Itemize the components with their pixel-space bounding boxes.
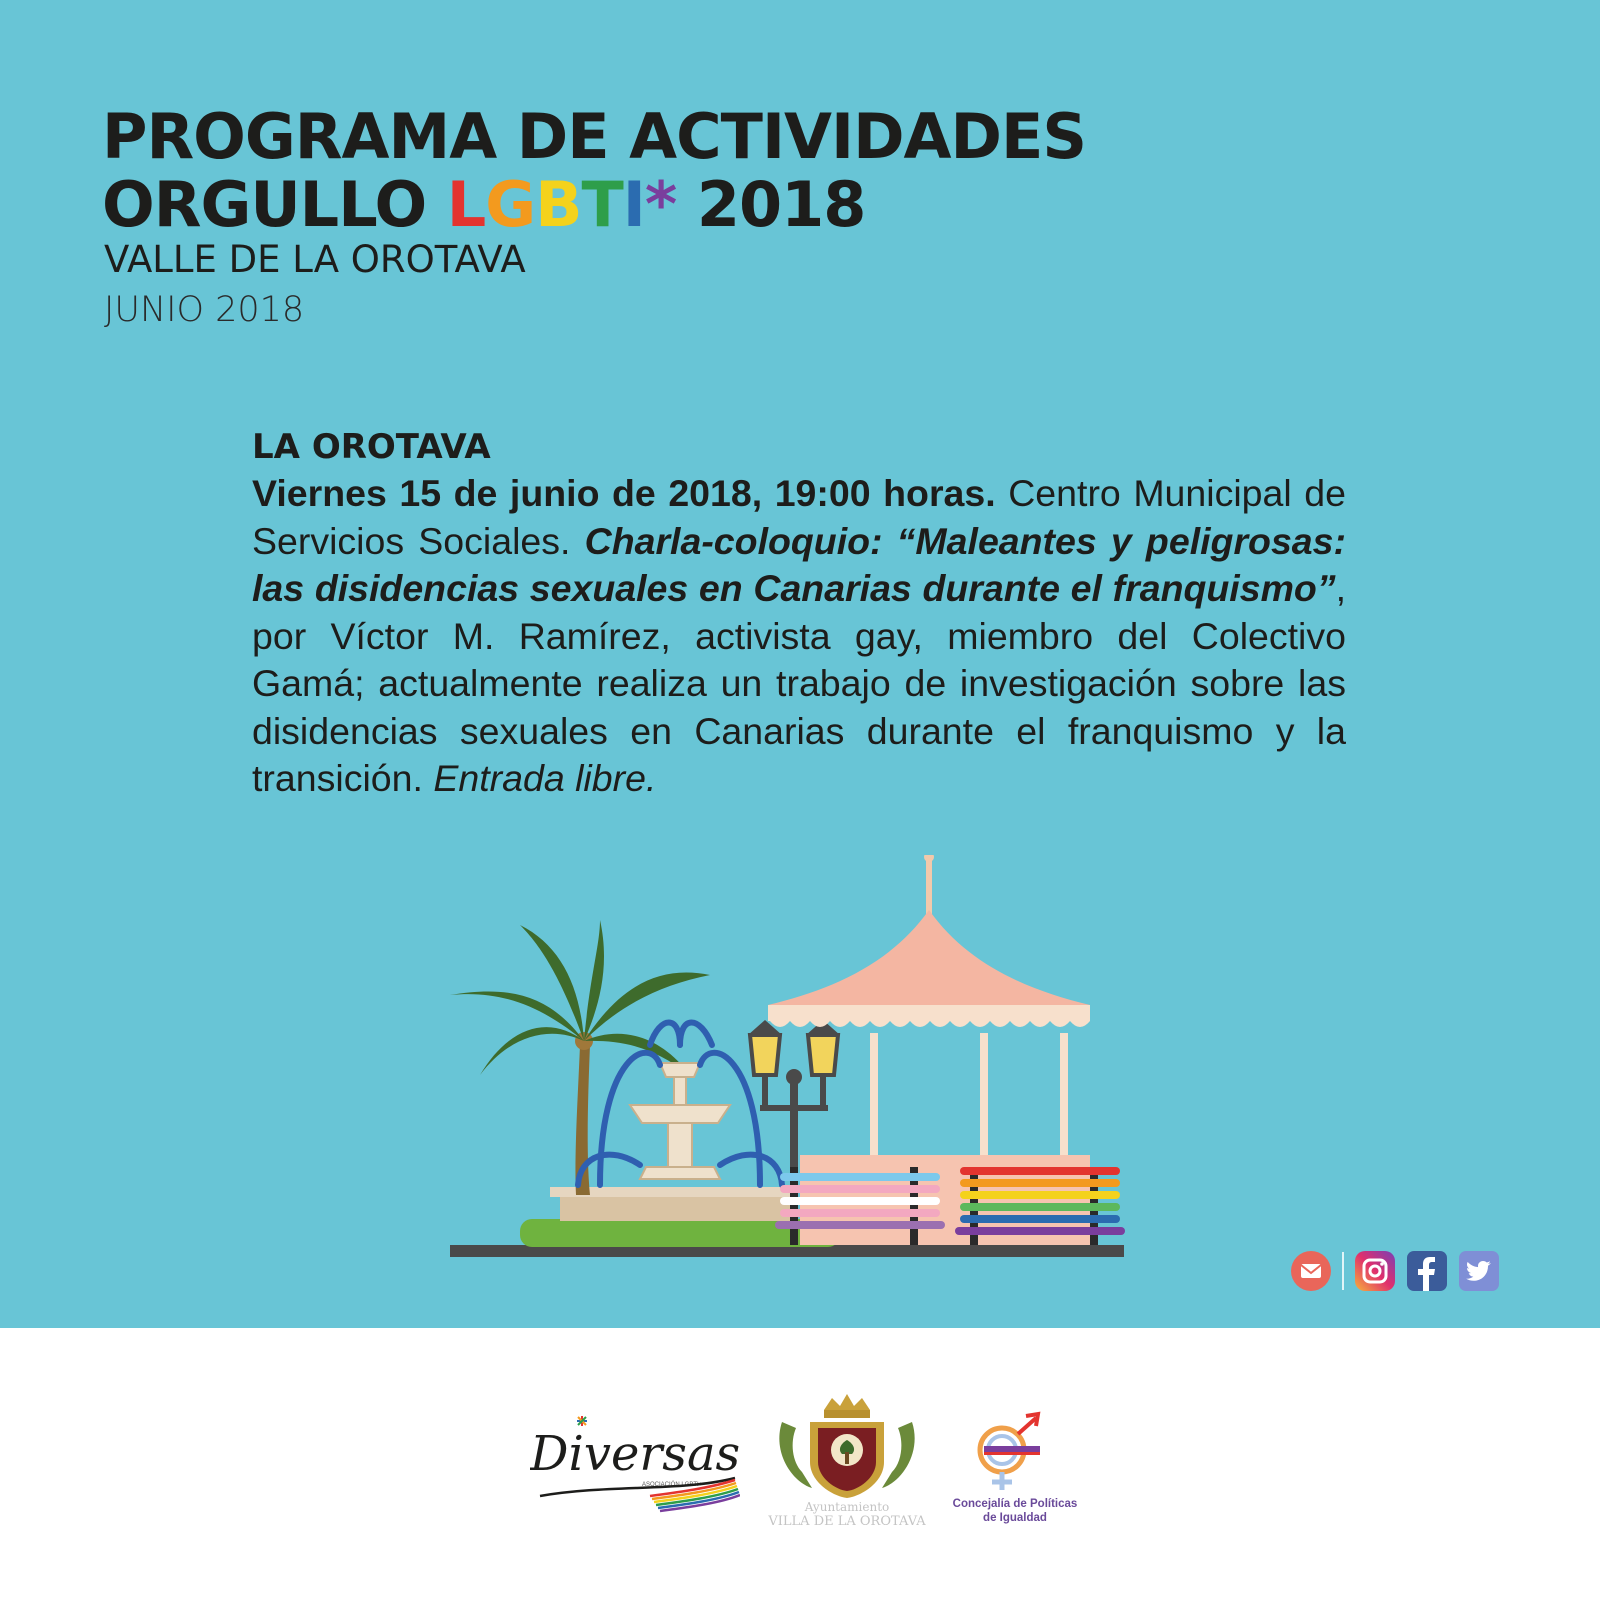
event-city: LA OROTAVA — [252, 427, 491, 467]
concejalia-logo — [940, 1410, 1090, 1530]
concejalia-label-line-2: de Igualdad — [983, 1512, 1047, 1524]
title-year: 2018 — [676, 168, 866, 241]
social-divider — [1342, 1252, 1344, 1290]
event-entry: Entrada libre. — [433, 757, 657, 799]
diversas-rainbow-swoosh — [540, 1478, 740, 1511]
lgbti-letter: B — [535, 168, 582, 241]
diversas-logo — [530, 1408, 740, 1518]
email-icon[interactable] — [1290, 1250, 1332, 1292]
coat-of-arms-icon — [762, 1392, 932, 1500]
facebook-icon[interactable] — [1406, 1250, 1448, 1292]
concejalia-label-line-1: Concejalía de Políticas — [952, 1498, 1078, 1510]
title-line-1: PROGRAMA DE ACTIVIDADES — [102, 100, 1086, 173]
event-block — [252, 424, 1346, 803]
location-subtitle: VALLE DE LA OROTAVA — [104, 238, 526, 281]
lgbti-letter: I — [622, 168, 645, 241]
social-icons — [1290, 1248, 1500, 1294]
event-venue: Centro Municipal de Servicios Sociales. — [252, 472, 1346, 562]
twitter-icon[interactable] — [1458, 1250, 1500, 1292]
diversas-logo-tagline: ASOCIACIÓN LGBTI+ — [642, 1482, 703, 1488]
title-line-2 — [102, 168, 865, 241]
ayuntamiento-label: Ayuntamiento — [804, 1500, 890, 1514]
instagram-icon[interactable] — [1354, 1250, 1396, 1292]
event-speaker: , por Víctor M. Ramírez, activista gay, miembro del Colectivo Gamá; actualmente realiza un trabajo de investigación sobre las disidencias sexuales en Canarias durante el franquismo y la transición. — [252, 567, 1346, 799]
lgbti-letter: * — [644, 168, 677, 241]
gender-symbol-icon — [940, 1410, 1090, 1496]
event-date-time: Viernes 15 de junio de 2018, 19:00 horas. — [252, 472, 996, 514]
ayuntamiento-logo — [762, 1392, 932, 1532]
lgbti-letter: T — [581, 168, 623, 241]
event-talk-title: Charla-coloquio: “Maleantes y peligrosas: las disidencias sexuales en Canarias durante el franquismo” — [252, 519, 1346, 609]
diversas-star-icon — [577, 1416, 587, 1426]
lgbti-rainbow-word — [447, 168, 676, 241]
plaza-illustration — [450, 855, 1150, 1295]
month-subtitle: JUNIO 2018 — [104, 290, 305, 330]
title-orgullo: ORGULLO — [102, 168, 447, 241]
event-description — [252, 470, 1346, 803]
villa-label: VILLA DE LA OROTAVA — [768, 1514, 926, 1529]
lgbti-letter: L — [446, 168, 486, 241]
lgbti-letter: G — [485, 168, 536, 241]
diversas-logo-text: Diversas — [530, 1426, 740, 1482]
fountain — [630, 1063, 730, 1179]
fountain-base — [560, 1197, 790, 1221]
